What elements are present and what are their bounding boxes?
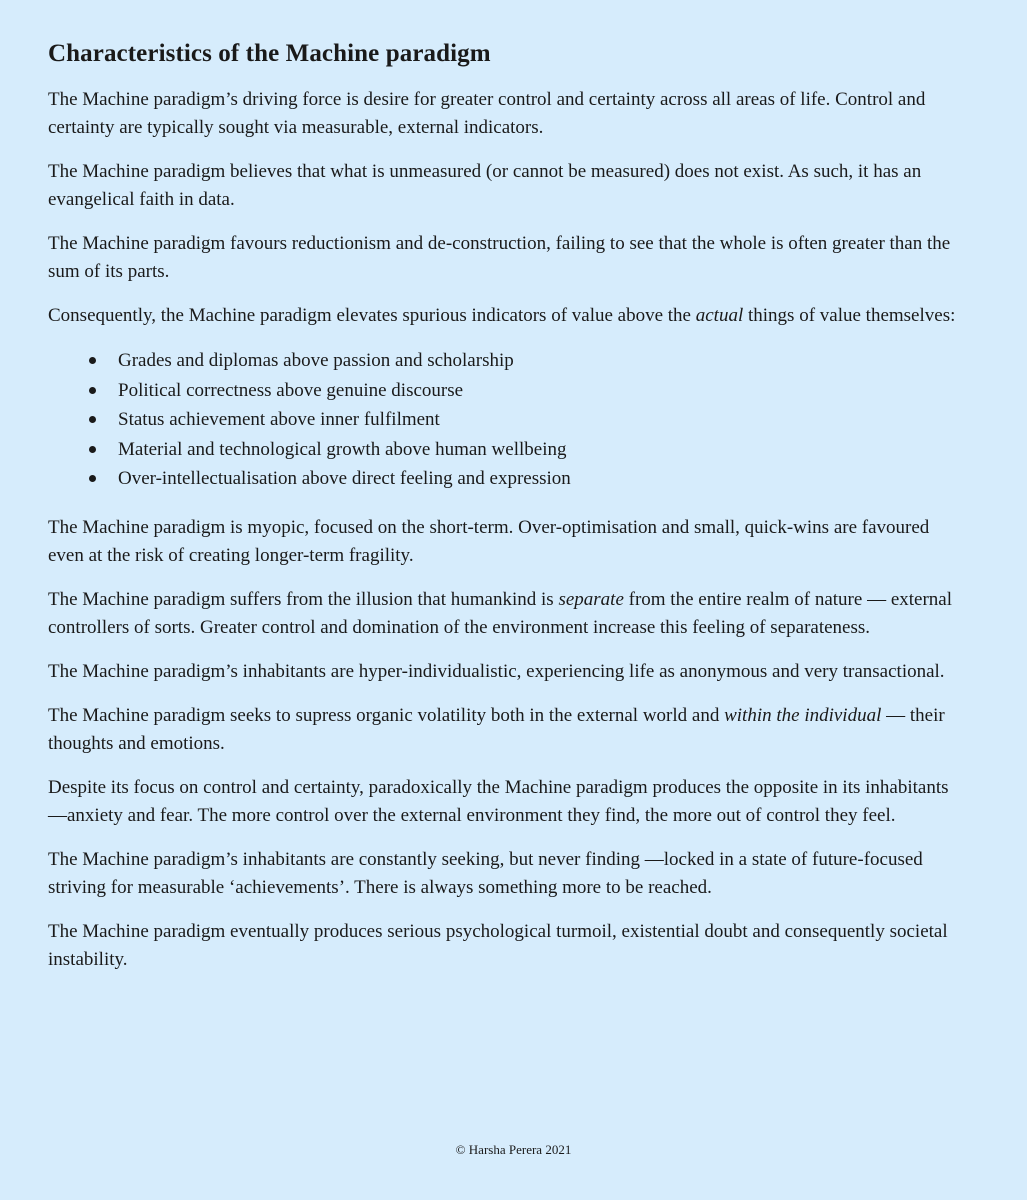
paragraph	[48, 86, 967, 142]
paragraph-text: The Machine paradigm’s driving force is desire for greater control and certainty across all areas of life. Control and certainty are typically sought via measurable, external indicators.	[48, 89, 926, 138]
paragraph	[48, 702, 967, 758]
paragraph-text: things of value themselves:	[743, 305, 956, 326]
intro-paragraphs	[48, 86, 967, 330]
paragraph	[48, 514, 967, 570]
copyright-footer: © Harsha Perera 2021	[455, 1142, 572, 1157]
paragraph-text: The Machine paradigm believes that what is unmeasured (or cannot be measured) does not exist. As such, it has an evangelical faith in data.	[48, 161, 922, 210]
list-item: Material and technological growth above human wellbeing	[118, 435, 967, 465]
body-paragraphs	[48, 514, 967, 974]
list-item: Status achievement above inner fulfilment	[118, 405, 967, 435]
paragraph	[48, 774, 967, 830]
list-item: Grades and diplomas above passion and scholarship	[118, 346, 967, 376]
paragraph-text: The Machine paradigm is myopic, focused on the short-term. Over-optimisation and small, quick-wins are favoured even at the risk of creating longer-term fragility.	[48, 516, 930, 566]
paragraph-text: The Machine paradigm’s inhabitants are hyper-individualistic, experiencing life as anonymous and very transactional.	[48, 660, 945, 682]
paragraph	[48, 586, 967, 642]
paragraph	[48, 230, 967, 286]
paragraph-text: Consequently, the Machine paradigm elevates spurious indicators of value above the	[48, 305, 696, 326]
paragraph-text: The Machine paradigm eventually produces serious psychological turmoil, existential doubt and consequently societal instability.	[48, 920, 948, 970]
paragraph	[48, 918, 967, 974]
paragraph	[48, 658, 967, 686]
paragraph	[48, 302, 967, 330]
emphasis-text: separate	[558, 588, 624, 610]
paragraph-text: — their thoughts and emotions.	[48, 704, 945, 754]
paragraph	[48, 158, 967, 214]
list-item: Over-intellectualisation above direct feeling and expression	[118, 464, 967, 494]
paragraph-text: The Machine paradigm seeks to supress organic volatility both in the external world and	[48, 704, 725, 726]
emphasis-text: actual	[695, 305, 744, 326]
list-item: Political correctness above genuine discourse	[118, 376, 967, 406]
paragraph-text: from the entire realm of nature — external controllers of sorts. Greater control and domination of the environment increase this feeling of separateness.	[48, 588, 953, 638]
emphasis-text: within the individual	[724, 704, 882, 726]
paragraph-text: The Machine paradigm favours reductionism and de-construction, failing to see that the whole is often greater than the sum of its parts.	[48, 233, 951, 282]
paragraph-text: The Machine paradigm suffers from the illusion that humankind is	[48, 588, 559, 610]
paragraph-text: Despite its focus on control and certainty, paradoxically the Machine paradigm produces the opposite in its inhabitants —anxiety and fear. The more control over the external environment they find, the more out of control they feel.	[48, 776, 949, 826]
bullet-list	[48, 346, 967, 494]
paragraph	[48, 846, 967, 902]
page-title: Characteristics of the Machine paradigm	[48, 40, 491, 67]
paragraph-text: The Machine paradigm’s inhabitants are constantly seeking, but never finding —locked in a state of future-focused striving for measurable ‘achievements’. There is always something more to be reached.	[48, 848, 923, 898]
